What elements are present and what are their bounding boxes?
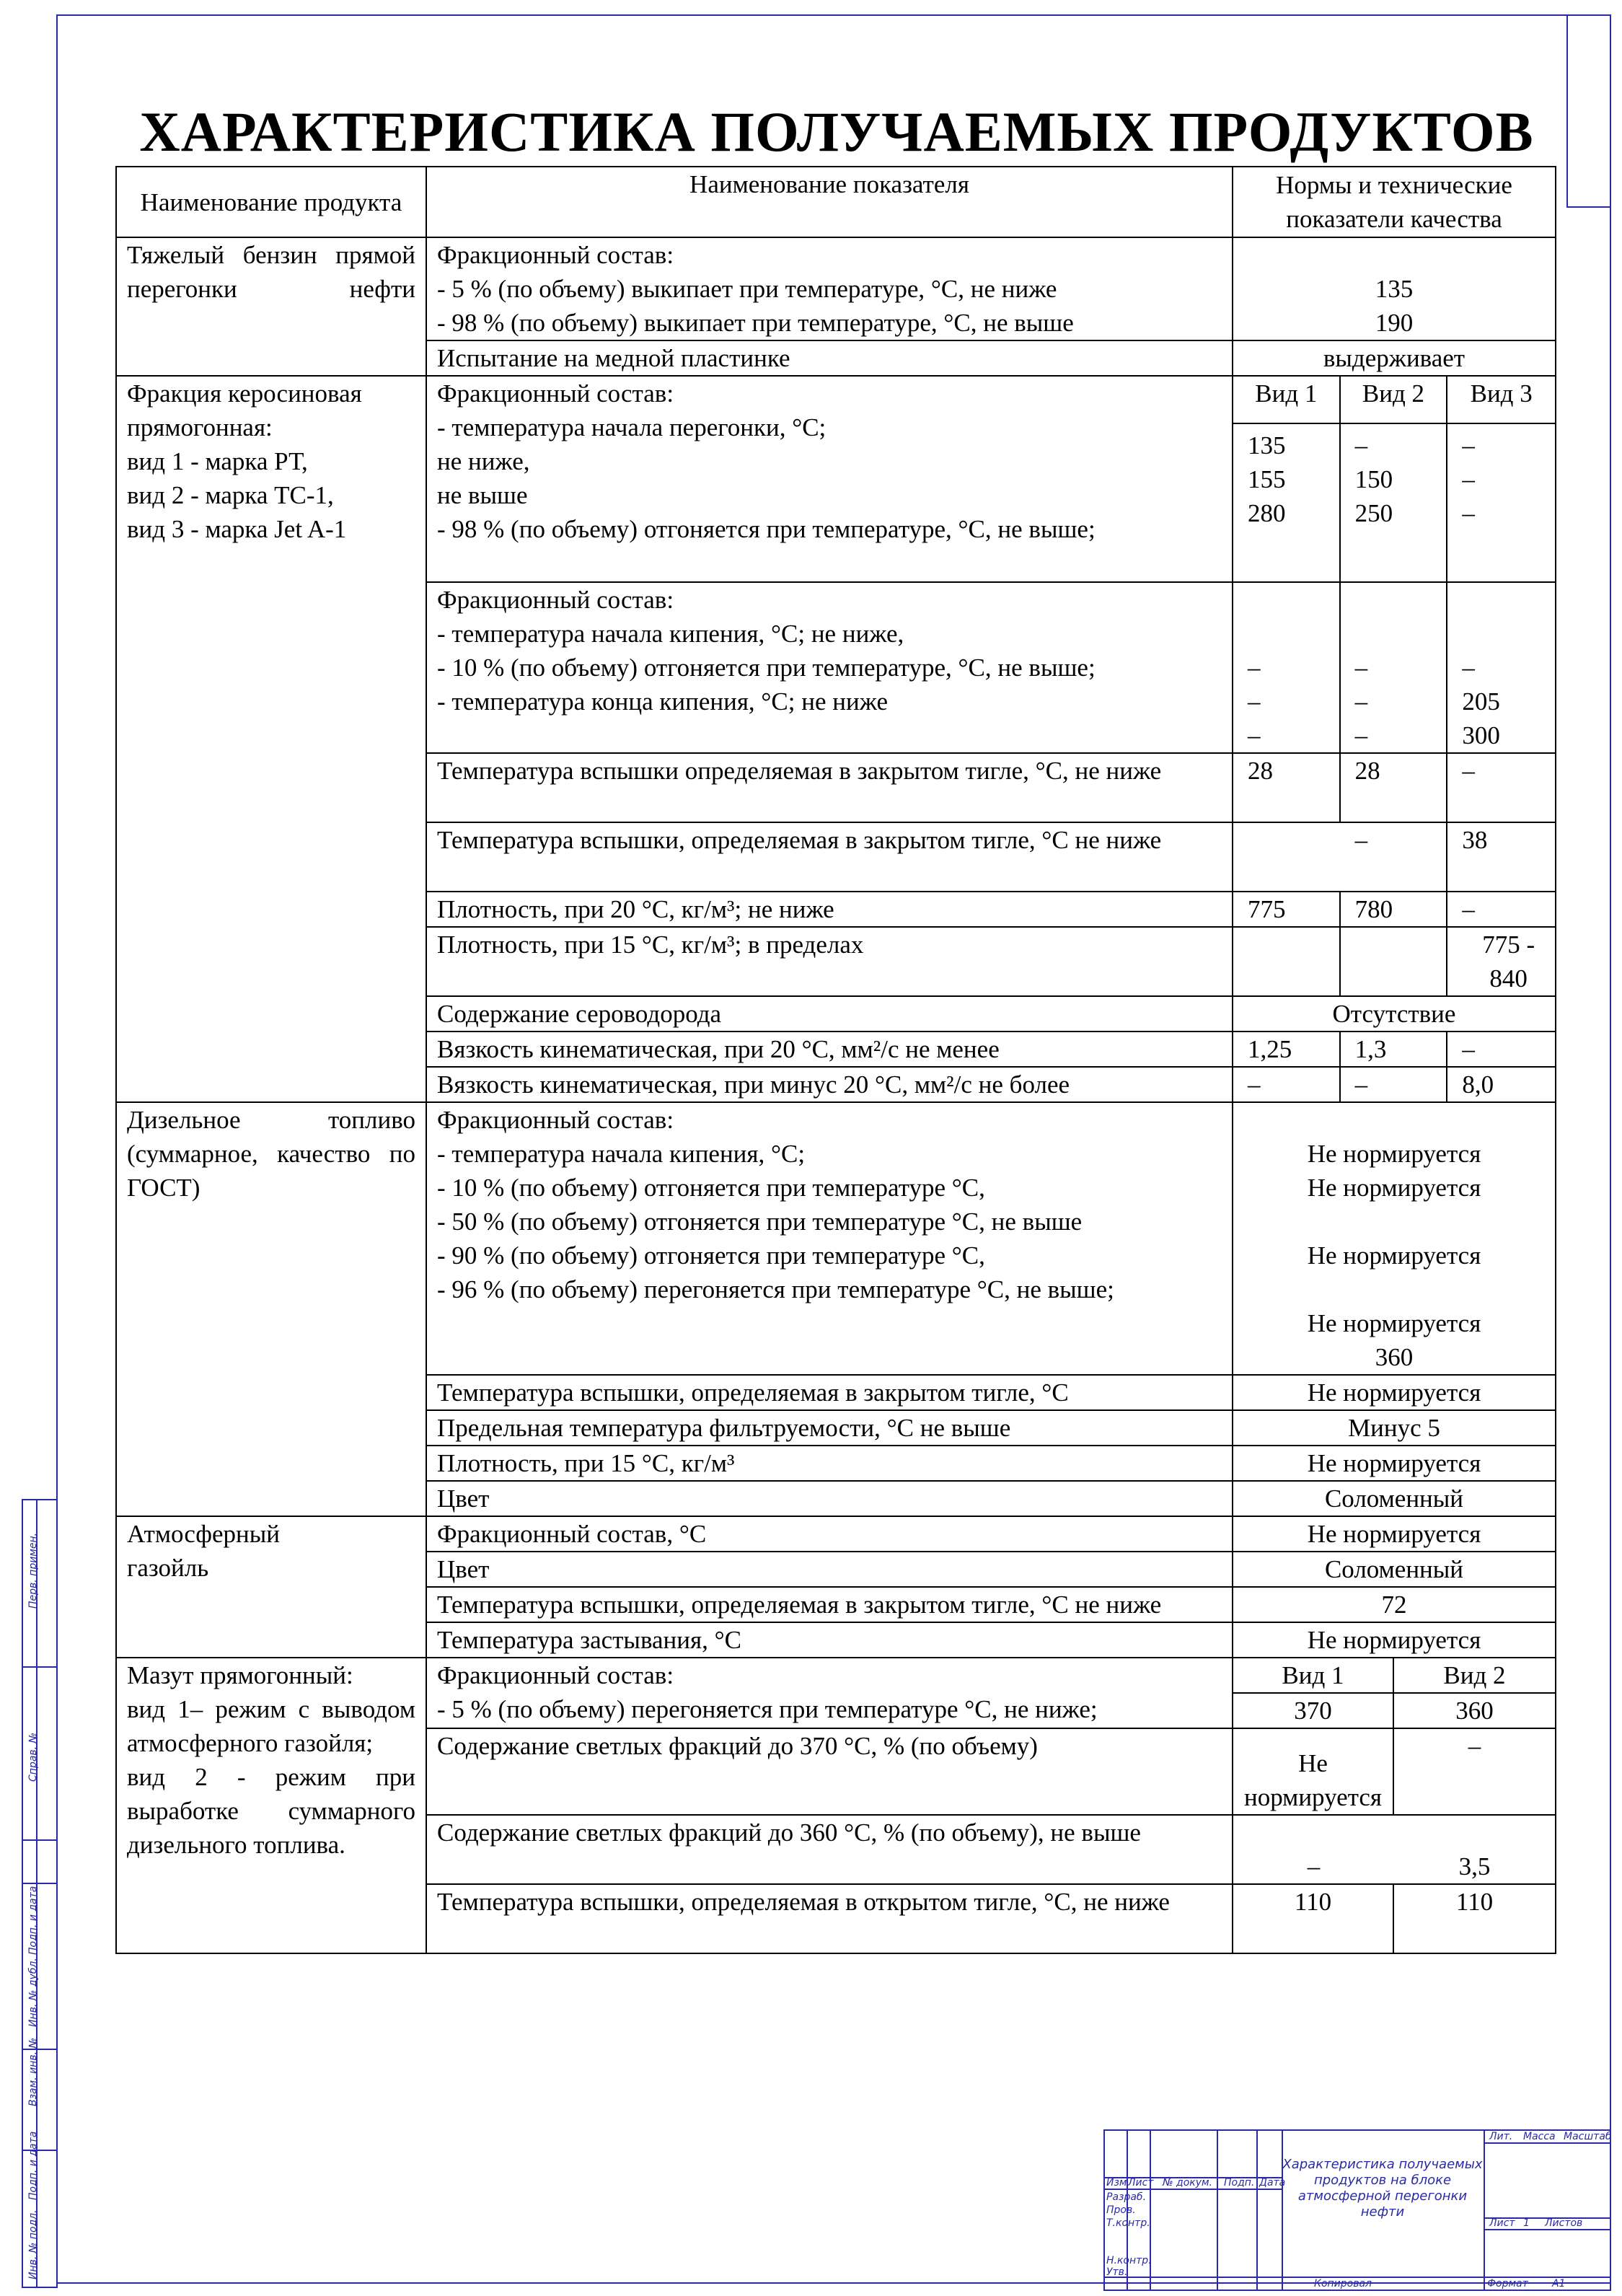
value: – [1248, 721, 1261, 749]
value: – [1462, 431, 1475, 459]
norm-cell [1233, 892, 1556, 927]
line: вид 1– режим с выводом атмосферного газойля; [127, 1695, 415, 1757]
header-product: Наименование продукта [116, 167, 426, 237]
indicator-cell [426, 376, 1233, 582]
indicator-cell [426, 1102, 1233, 1375]
indicator-cell: Температура вспышки, определяемая в закрытом тигле, °С не ниже [426, 1587, 1233, 1622]
stamp-label: Т.контр. [1106, 2217, 1150, 2229]
value: – [1341, 823, 1448, 891]
value: 205 [1462, 687, 1500, 716]
norm-cell [1233, 1067, 1556, 1102]
product-cell: Тяжелый бензин прямой перегонки нефти [116, 237, 426, 376]
line: вид 1 - марка РТ, [127, 447, 308, 475]
stamp-label: Подп. [1224, 2177, 1255, 2189]
value: 840 [1489, 964, 1528, 993]
value: – [1462, 499, 1475, 527]
indicator-cell: Предельная температура фильтруемости, °С не выше [426, 1410, 1233, 1446]
stamp-label: Масштаб [1564, 2131, 1612, 2142]
product-cell [116, 1516, 426, 1658]
indicator-cell [426, 237, 1233, 340]
value: – [1462, 757, 1475, 785]
page-title: ХАРАКТЕРИСТИКА ПОЛУЧАЕМЫХ ПРОДУКТОВ [139, 100, 1534, 163]
line: не выше [437, 481, 528, 509]
value: 780 [1341, 892, 1448, 926]
value: – [1462, 1035, 1475, 1063]
value: нормируется [1243, 1783, 1383, 1811]
indicator-cell: Содержание светлых фракций до 370 °С, % (по объему) [426, 1728, 1233, 1815]
title-block [1103, 2129, 1611, 2291]
line: газойль [127, 1554, 209, 1582]
table-row [116, 237, 1556, 340]
line: - температура начала кипения, °С; [437, 1140, 806, 1168]
table-header-row [116, 167, 1556, 237]
indicator-cell: Испытание на медной пластинке [426, 340, 1233, 376]
value: Не нормируется [1307, 1309, 1481, 1337]
norm-cell [1233, 753, 1556, 822]
line: вид 2 - режим при выработке суммарного дизельного топлива. [127, 1763, 415, 1859]
side-label: Перв. примен. [27, 1532, 39, 1609]
line: - 96 % (по объему) перегоняется при температуре °С, не выше; [437, 1275, 1114, 1303]
stamp-label: Изм [1106, 2177, 1127, 2189]
norm-cell [1233, 1728, 1556, 1815]
vid-header: Вид 1 [1233, 377, 1341, 423]
line: - 50 % (по объему) отгоняется при температуре °С, не выше [437, 1208, 1083, 1236]
value [1233, 823, 1341, 891]
stamp-label: Лит. [1489, 2131, 1513, 2142]
line: - температура начала перегонки, °С; [437, 413, 827, 441]
header-indicator: Наименование показателя [426, 167, 1233, 237]
header-norms: Нормы и технические показатели качества [1233, 167, 1556, 237]
table-row [116, 376, 1556, 582]
norm-cell [1233, 1032, 1556, 1067]
value: – [1341, 1068, 1448, 1101]
norm-cell: Отсутствие [1233, 996, 1556, 1032]
indicator-cell: Температура вспышки, определяемая в закрытом тигле, °С не ниже [426, 822, 1233, 892]
indicator-cell: Плотность, при 20 °С, кг/м³; не ниже [426, 892, 1233, 927]
value: – [1462, 895, 1475, 923]
value: – [1462, 465, 1475, 493]
norm-cell: Не нормируется [1233, 1446, 1556, 1481]
stamp-title: Характеристика получаемых продуктов на блоке атмосферной перегонки нефти [1282, 2157, 1483, 2220]
value: 250 [1354, 499, 1393, 527]
line: Фракция керосиновая [127, 379, 362, 408]
table-row [116, 1102, 1556, 1375]
value: – [1248, 654, 1261, 682]
vid-header: Вид 3 [1470, 379, 1533, 408]
line: - 90 % (по объему) отгоняется при температуре °С, [437, 1241, 985, 1270]
line: вид 3 - марка Jet A-1 [127, 515, 347, 543]
value: 155 [1248, 465, 1286, 493]
norm-cell: выдерживает [1233, 340, 1556, 376]
indicator-cell: Температура вспышки, определяемая в открытом тигле, °С, не ниже [426, 1884, 1233, 1953]
norm-cell [1233, 582, 1556, 753]
norm-cell [1233, 1884, 1556, 1953]
line: - 98 % (по объему) выкипает при температуре, °С, не выше [437, 309, 1074, 337]
side-label: Подп. и дата [27, 2131, 39, 2200]
stamp-label: Н.контр. [1106, 2255, 1152, 2266]
line: Фракционный состав: [437, 379, 674, 408]
line: - 98 % (по объему) отгоняется при температуре, °С, не выше; [437, 515, 1096, 543]
indicator-cell: Цвет [426, 1481, 1233, 1516]
line: - температура конца кипения, °С; не ниже [437, 687, 888, 716]
value: 300 [1462, 721, 1500, 749]
line: Атмосферный [127, 1520, 280, 1548]
line: Фракционный состав: [437, 241, 674, 269]
products-table [115, 166, 1556, 1954]
value: – [1354, 431, 1368, 459]
stamp-label: Копировал [1314, 2278, 1372, 2290]
value: – [1248, 687, 1261, 716]
line: - 5 % (по объему) выкипает при температуре, °С, не ниже [437, 275, 1057, 303]
norm-cell [1233, 237, 1556, 340]
value: 38 [1462, 826, 1488, 854]
value: 775 - [1482, 931, 1535, 959]
indicator-cell [426, 582, 1233, 753]
stamp-label: Дата [1259, 2177, 1286, 2189]
value: – [1233, 1068, 1341, 1101]
value: 150 [1354, 465, 1393, 493]
indicator-cell: Плотность, при 15 °С, кг/м³ [426, 1446, 1233, 1481]
product-cell [116, 1658, 426, 1953]
indicator-cell: Вязкость кинематическая, при минус 20 °С, мм²/с не более [426, 1067, 1233, 1102]
norm-cell [1233, 822, 1556, 892]
side-label: Инв. № дубл. [27, 1958, 39, 2027]
value: 3,5 [1458, 1852, 1491, 1881]
value: – [1307, 1852, 1321, 1881]
indicator-cell [426, 1658, 1233, 1728]
stamp-label: Формат [1487, 2278, 1528, 2290]
norm-cell [1233, 927, 1556, 996]
vid-header: Вид 2 [1443, 1661, 1506, 1689]
norm-cell: Не нормируется [1233, 1622, 1556, 1658]
value: 360 [1375, 1343, 1414, 1371]
side-label: Подп. и дата [27, 1886, 39, 1955]
norm-cell [1233, 1658, 1556, 1728]
indicator-cell: Температура застывания, °С [426, 1622, 1233, 1658]
product-cell: Дизельное топливо (суммарное, качество по ГОСТ) [116, 1102, 426, 1516]
norm-cell [1233, 1815, 1556, 1884]
line: вид 2 - марка ТС-1, [127, 481, 334, 509]
norm-cell [1233, 376, 1556, 582]
value: – [1354, 687, 1368, 716]
stamp-label: Лист [1489, 2217, 1515, 2229]
line: - 5 % (по объему) перегоняется при температуре °С, не ниже; [437, 1695, 1098, 1723]
norm-cell: Не нормируется [1233, 1516, 1556, 1552]
stamp-label: Утв. [1106, 2266, 1128, 2278]
norm-cell: Минус 5 [1233, 1410, 1556, 1446]
norm-cell: Соломенный [1233, 1481, 1556, 1516]
value: Не [1298, 1749, 1328, 1777]
norm-cell: 72 [1233, 1587, 1556, 1622]
value: 360 [1455, 1697, 1494, 1725]
value: 775 [1233, 892, 1341, 926]
stamp-label: Разраб. [1106, 2191, 1147, 2203]
stamp-label: А1 [1552, 2278, 1566, 2290]
stamp-label: Листов [1545, 2217, 1583, 2229]
line: Фракционный состав: [437, 1106, 674, 1134]
line: - температура начала кипения, °С; не ниже, [437, 620, 904, 648]
value: – [1468, 1732, 1481, 1760]
indicator-cell: Фракционный состав, °С [426, 1516, 1233, 1552]
line: не ниже, [437, 447, 530, 475]
value: – [1354, 721, 1368, 749]
table-row [116, 1516, 1556, 1552]
product-cell [116, 376, 426, 1102]
indicator-cell: Плотность, при 15 °С, кг/м³; в пределах [426, 927, 1233, 996]
line: - 10 % (по объему) отгоняется при температуре, °С, не выше; [437, 654, 1096, 682]
value: 1,25 [1233, 1032, 1341, 1066]
indicator-cell: Содержание светлых фракций до 360 °С, % (по объему), не выше [426, 1815, 1233, 1884]
stamp-label: № докум. [1163, 2177, 1213, 2189]
side-label: Взам. инв. № [27, 2037, 39, 2106]
line: - 10 % (по объему) отгоняется при температуре °С, [437, 1174, 985, 1202]
indicator-cell: Вязкость кинематическая, при 20 °С, мм²/с не менее [426, 1032, 1233, 1067]
line: Фракционный состав: [437, 1661, 674, 1689]
value: 8,0 [1462, 1070, 1494, 1099]
norm-cell [1233, 1102, 1556, 1375]
norm-cell: Соломенный [1233, 1552, 1556, 1587]
value: – [1462, 654, 1475, 682]
stamp-label: 1 [1523, 2217, 1530, 2229]
table-row [116, 1658, 1556, 1728]
value: 280 [1248, 499, 1286, 527]
side-label: Справ. № [27, 1732, 39, 1782]
stamp-label: Лист [1128, 2177, 1154, 2189]
vid-header: Вид 1 [1233, 1658, 1394, 1692]
side-label: Инв. № подл. [27, 2209, 39, 2279]
stamp-label: Пров. [1106, 2204, 1136, 2216]
value: 135 [1248, 431, 1286, 459]
value: 110 [1455, 1888, 1494, 1916]
value: Не нормируется [1307, 1174, 1481, 1202]
value: – [1354, 654, 1368, 682]
line: Мазут прямогонный: [127, 1661, 353, 1689]
vid-header: Вид 2 [1341, 377, 1448, 423]
line: прямогонная: [127, 413, 273, 441]
stamp-label: Масса [1523, 2131, 1556, 2142]
indicator-cell: Содержание сероводорода [426, 996, 1233, 1032]
value: 370 [1233, 1694, 1394, 1728]
norm-cell: Не нормируется [1233, 1375, 1556, 1410]
value: 1,3 [1341, 1032, 1448, 1066]
value: 28 [1341, 754, 1448, 822]
line: Фракционный состав: [437, 586, 674, 614]
value: Не нормируется [1307, 1140, 1481, 1168]
value: 28 [1233, 754, 1341, 822]
value: 190 [1375, 309, 1414, 337]
corner-box [1566, 14, 1611, 208]
value: Не нормируется [1307, 1241, 1481, 1270]
indicator-cell: Температура вспышки, определяемая в закрытом тигле, °С [426, 1375, 1233, 1410]
value: 110 [1233, 1885, 1394, 1953]
indicator-cell: Температура вспышки определяемая в закрытом тигле, °С, не ниже [426, 753, 1233, 822]
value: 135 [1375, 275, 1414, 303]
indicator-cell: Цвет [426, 1552, 1233, 1587]
